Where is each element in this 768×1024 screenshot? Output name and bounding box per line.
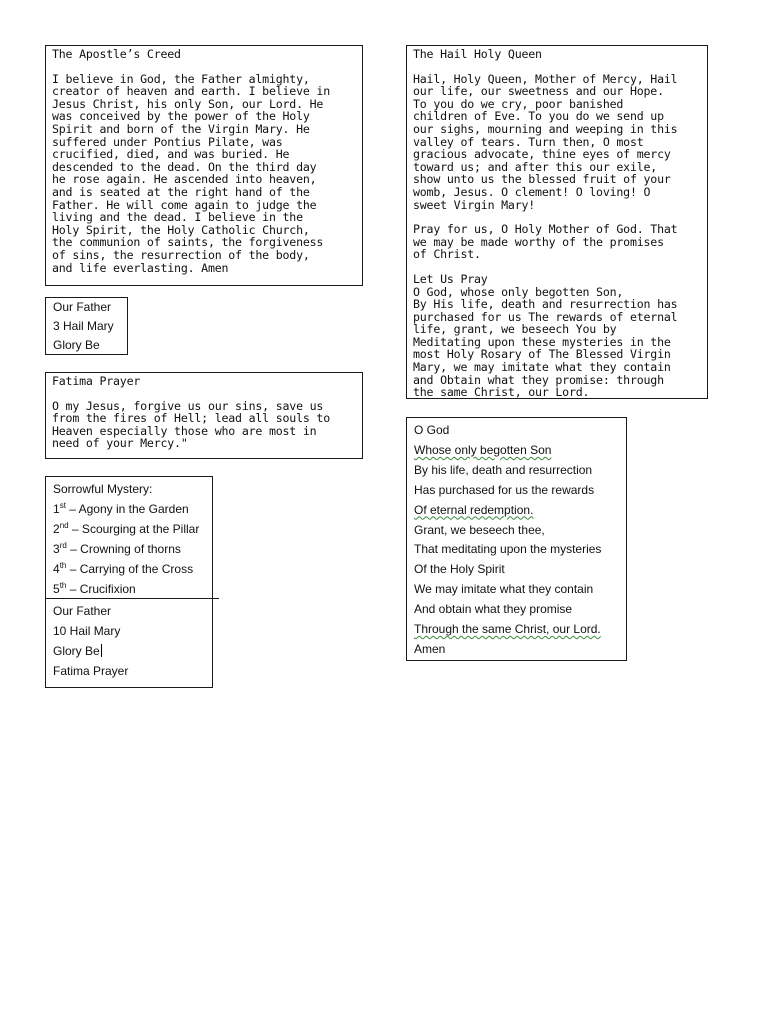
o-god-prayer-box bbox=[406, 417, 627, 661]
prayer-line: Through the same Christ, our Lord. bbox=[414, 622, 601, 637]
text-line: Mary, we may imitate what they contain bbox=[413, 360, 671, 375]
text-line: purchased for us The rewards of eternal bbox=[413, 309, 678, 324]
prayer-list-box-1 bbox=[45, 297, 128, 355]
hail-holy-queen-title: The Hail Holy Queen bbox=[413, 47, 542, 61]
hail-holy-queen-box bbox=[406, 45, 708, 399]
text-line: and Obtain what they promise: through bbox=[413, 372, 664, 387]
text-line: gracious advocate, thine eyes of mercy bbox=[413, 147, 671, 162]
text-line: and life everlasting. Amen bbox=[52, 260, 229, 275]
text-line: of sins, the resurrection of the body, bbox=[52, 247, 310, 262]
text-line: our sighs, mourning and weeping in this bbox=[413, 121, 678, 136]
apostles-creed-box bbox=[45, 45, 363, 286]
mystery-item: 3rd – Crowning of thorns bbox=[53, 541, 181, 556]
text-line: need of your Mercy." bbox=[52, 436, 188, 451]
prayer-line: And obtain what they promise bbox=[414, 602, 573, 617]
text-line: sweet Virgin Mary! bbox=[413, 197, 536, 212]
mystery-item: 5th – Crucifixion bbox=[53, 581, 136, 596]
text-line: O my Jesus, forgive us our sins, save us bbox=[52, 398, 324, 413]
text-line: show unto us the blessed fruit of your bbox=[413, 172, 671, 187]
prayer-line: Of eternal redemption. bbox=[414, 502, 534, 517]
apostles-creed-title: The Apostle’s Creed bbox=[52, 47, 181, 61]
text-line: O God, whose only begotten Son, bbox=[413, 284, 624, 299]
prayer-item: Glory Be bbox=[53, 644, 100, 658]
text-line: Jesus Christ, his only Son, our Lord. He bbox=[52, 96, 324, 111]
section-divider bbox=[45, 598, 219, 599]
prayer-line: Has purchased for us the rewards bbox=[414, 482, 595, 497]
prayer-line: Whose only begotten Son bbox=[414, 442, 552, 457]
text-line: he rose again. He ascended into heaven, bbox=[52, 172, 317, 187]
text-line: suffered under Pontius Pilate, was bbox=[52, 134, 283, 149]
prayer-item: Our Father bbox=[53, 604, 112, 618]
text-cursor bbox=[101, 644, 102, 657]
text-line: living and the dead. I believe in the bbox=[52, 210, 303, 225]
text-line: Holy Spirit, the Holy Catholic Church, bbox=[52, 222, 310, 237]
text-line: the same Christ, our Lord. bbox=[413, 385, 590, 399]
prayer-line: Grant, we beseech thee, bbox=[414, 522, 545, 537]
text-line: our life, our sweetness and our Hope. bbox=[413, 84, 664, 99]
text-line: Spirit and born of the Virgin Mary. He bbox=[52, 121, 310, 136]
text-line: valley of tears. Turn then, O most bbox=[413, 134, 644, 149]
fatima-prayer-title: Fatima Prayer bbox=[52, 374, 141, 388]
prayer-line: We may imitate what they contain bbox=[414, 582, 594, 597]
text-line: most Holy Rosary of The Blessed Virgin bbox=[413, 347, 671, 362]
text-line: Pray for us, O Holy Mother of God. That bbox=[413, 222, 678, 237]
sorrowful-mystery-box bbox=[45, 476, 213, 688]
text-line: I believe in God, the Father almighty, bbox=[52, 71, 310, 86]
prayer-item: Fatima Prayer bbox=[53, 664, 129, 678]
prayer-line: Of the Holy Spirit bbox=[414, 562, 505, 577]
mystery-item: 2nd – Scourging at the Pillar bbox=[53, 521, 200, 536]
hail-holy-queen-paragraph bbox=[413, 73, 703, 212]
text-line: toward us; and after this our exile, bbox=[413, 159, 658, 174]
text-line: the communion of saints, the forgiveness bbox=[52, 235, 324, 250]
let-us-pray-paragraph bbox=[413, 273, 703, 399]
text-line: Heaven especially those who are most in bbox=[52, 423, 317, 438]
prayer-item: Glory Be bbox=[53, 338, 100, 352]
mystery-item: 1st – Agony in the Garden bbox=[53, 501, 189, 516]
text-line: and is seated at the right hand of the bbox=[52, 184, 310, 199]
prayer-item: 10 Hail Mary bbox=[53, 624, 121, 638]
prayer-line: By his life, death and resurrection bbox=[414, 462, 593, 477]
text-line: By His life, death and resurrection has bbox=[413, 297, 678, 312]
text-line: womb, Jesus. O clement! O loving! O bbox=[413, 184, 651, 199]
fatima-prayer-box bbox=[45, 372, 363, 459]
text-line: Hail, Holy Queen, Mother of Mercy, Hail bbox=[413, 71, 678, 86]
pray-for-us-paragraph bbox=[413, 223, 703, 261]
sorrowful-mystery-title: Sorrowful Mystery: bbox=[53, 482, 153, 496]
text-line: Father. He will come again to judge the bbox=[52, 197, 317, 212]
text-line: creator of heaven and earth. I believe in bbox=[52, 84, 330, 99]
text-line: was conceived by the power of the Holy bbox=[52, 109, 310, 124]
text-line: children of Eve. To you do we send up bbox=[413, 109, 664, 124]
prayer-item: 3 Hail Mary bbox=[53, 319, 114, 333]
prayer-line: O God bbox=[414, 423, 450, 437]
prayer-line: That meditating upon the mysteries bbox=[414, 542, 602, 557]
text-line: life, grant, we beseech You by bbox=[413, 322, 617, 337]
text-line: Meditating upon these mysteries in the bbox=[413, 334, 671, 349]
fatima-prayer-text bbox=[52, 400, 358, 450]
text-line: descended to the dead. On the third day bbox=[52, 159, 317, 174]
prayer-line: Amen bbox=[414, 641, 446, 656]
text-line: from the fires of Hell; lead all souls to bbox=[52, 411, 330, 426]
text-line: of Christ. bbox=[413, 247, 481, 262]
text-line: crucified, died, and was buried. He bbox=[52, 147, 290, 162]
prayer-item: Our Father bbox=[53, 300, 112, 314]
text-line: Let Us Pray bbox=[413, 271, 488, 286]
mystery-item: 4th – Carrying of the Cross bbox=[53, 561, 194, 576]
text-line: we may be made worthy of the promises bbox=[413, 234, 664, 249]
text-line: To you do we cry, poor banished bbox=[413, 96, 624, 111]
apostles-creed-text bbox=[52, 73, 358, 275]
